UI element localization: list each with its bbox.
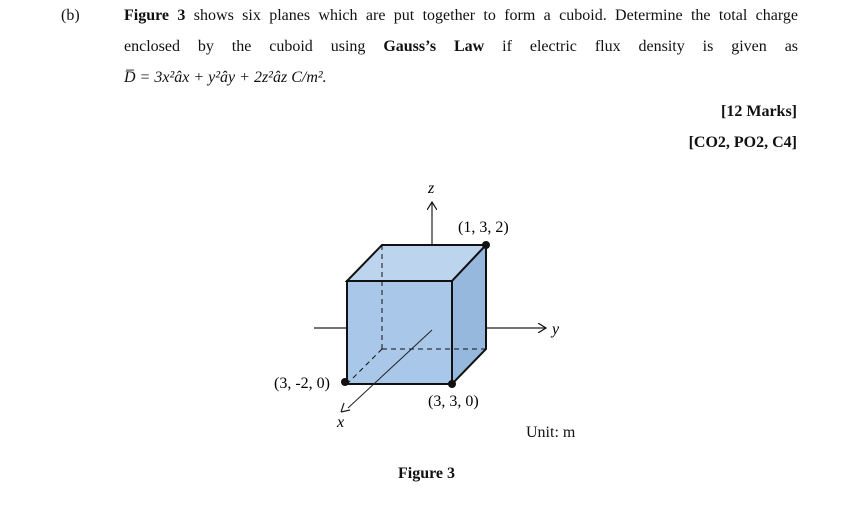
x-axis-label: x bbox=[337, 414, 345, 431]
marks-label: [12 Marks] bbox=[721, 103, 797, 120]
course-outcome-label: [CO2, PO2, C4] bbox=[688, 134, 797, 151]
gauss-law-term: Gauss’s Law bbox=[383, 38, 485, 55]
question-text-1: shows six planes which are put together to form a cuboid. Determine the total charge bbox=[193, 7, 799, 24]
corner-dot-bottom bbox=[448, 380, 456, 388]
question-text-2b: if electric flux density is given as bbox=[502, 38, 799, 55]
corner-dot-top bbox=[482, 241, 490, 249]
point-label-left: (3, -2, 0) bbox=[274, 375, 330, 392]
question-label: (b) bbox=[61, 7, 80, 24]
flux-density-equation: D̅ = 3x²âx + y²ây + 2z²âz C/m². bbox=[124, 69, 327, 86]
figure-reference: Figure 3 bbox=[124, 7, 186, 24]
y-axis-label: y bbox=[552, 321, 560, 338]
question-text-2a: enclosed by the cuboid using bbox=[124, 38, 366, 55]
unit-label: Unit: m bbox=[526, 424, 576, 441]
point-label-top: (1, 3, 2) bbox=[458, 219, 509, 236]
figure-caption: Figure 3 bbox=[398, 465, 456, 482]
point-label-bottom: (3, 3, 0) bbox=[428, 393, 479, 410]
z-axis-label: z bbox=[428, 180, 435, 197]
corner-dot-left bbox=[341, 378, 349, 386]
